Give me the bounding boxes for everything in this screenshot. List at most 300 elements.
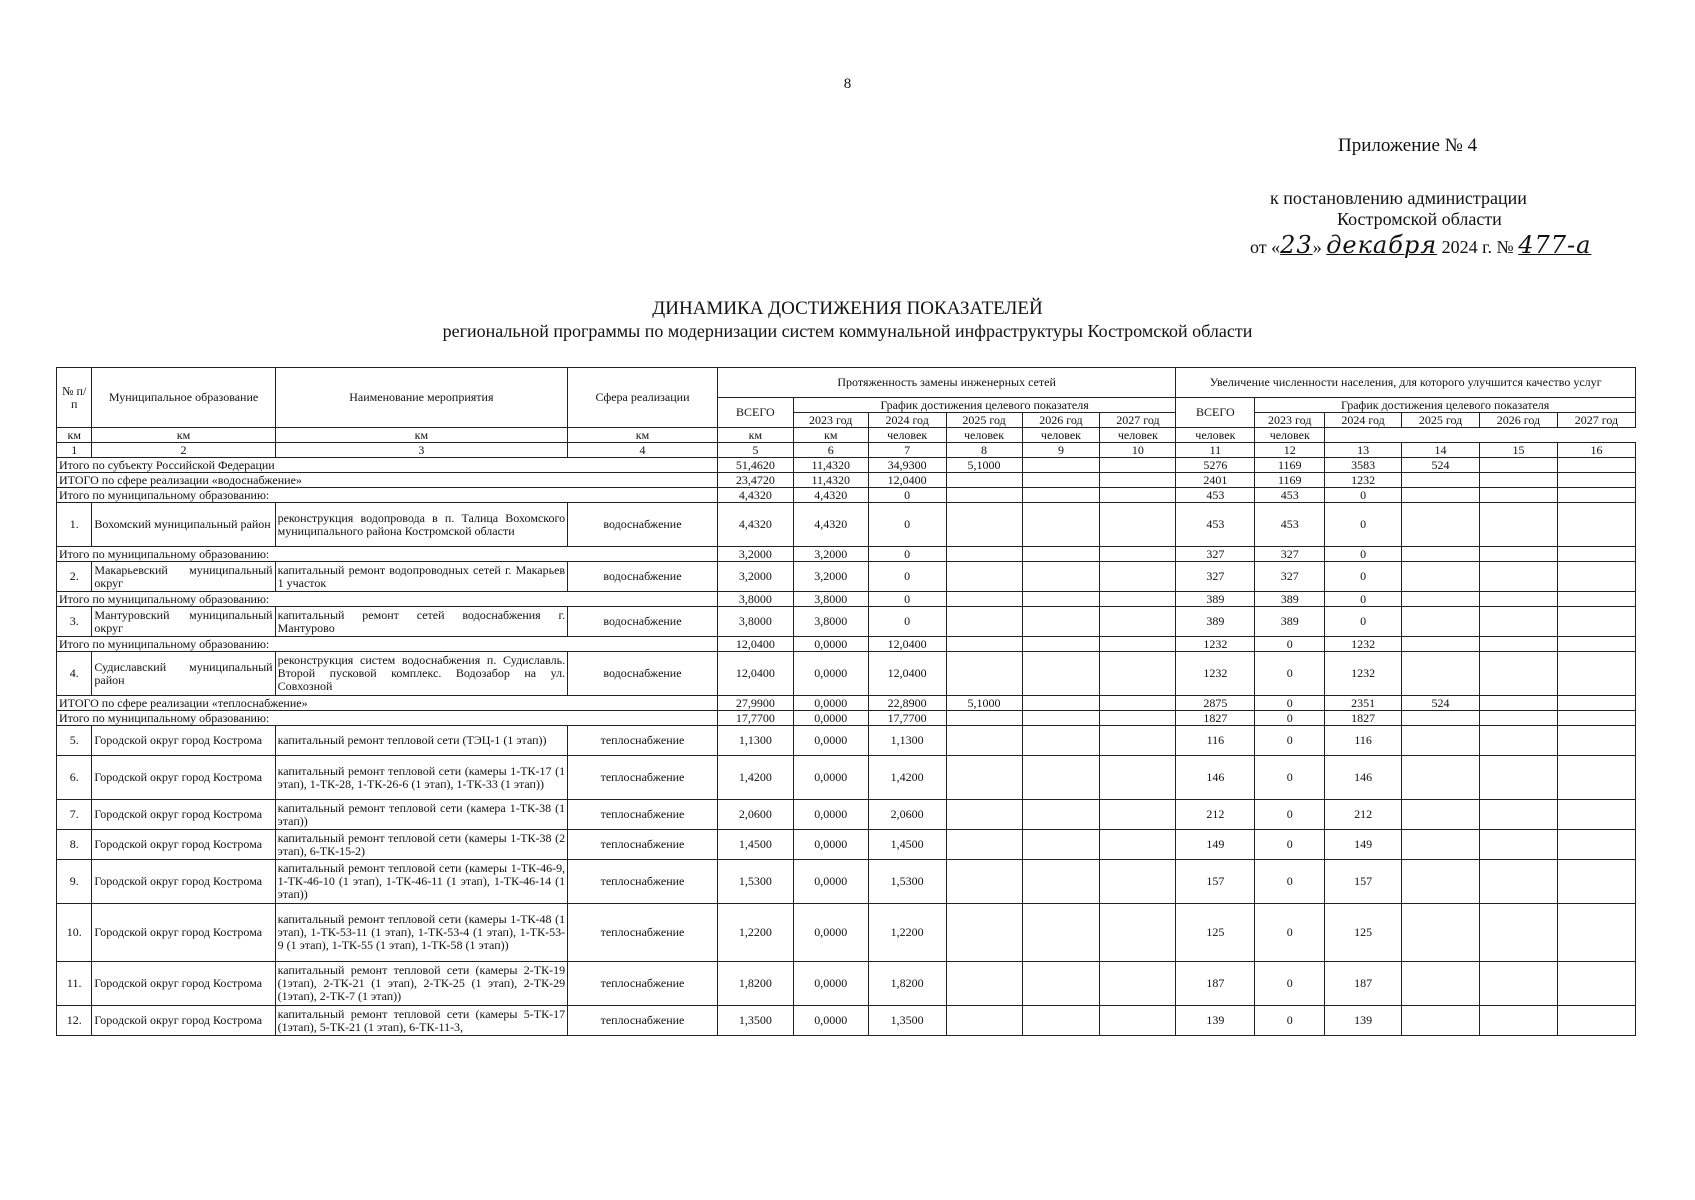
- row-municipality: Макарьевский муниципальный округ: [92, 562, 275, 592]
- row-value: 0: [868, 503, 946, 547]
- header-length-group: Протяженность замены инженерных сетей: [717, 368, 1176, 398]
- summary-value: [1402, 473, 1480, 488]
- row-value: [946, 860, 1022, 904]
- summary-label: Итого по субъекту Российской Федерации: [57, 458, 718, 473]
- row-value: [1402, 503, 1480, 547]
- municipality-total-label: Итого по муниципальному образованию:: [57, 711, 718, 726]
- summary-value: 22,8900: [868, 696, 946, 711]
- row-value: 3,2000: [717, 562, 793, 592]
- row-number: 9.: [57, 860, 92, 904]
- table-row: [57, 904, 1636, 962]
- header-year: 2025 год: [1402, 413, 1480, 428]
- row-value: [1557, 726, 1635, 756]
- row-value: [946, 726, 1022, 756]
- row-value: [1557, 904, 1635, 962]
- header-unit: человек: [1176, 428, 1255, 443]
- municipality-total-value: [1557, 488, 1635, 503]
- row-value: 327: [1176, 562, 1255, 592]
- row-value: [1100, 830, 1176, 860]
- summary-value: [1100, 473, 1176, 488]
- row-value: [1100, 503, 1176, 547]
- municipality-total-value: [1022, 637, 1100, 652]
- document-title: ДИНАМИКА ДОСТИЖЕНИЯ ПОКАЗАТЕЛЕЙ: [652, 298, 1043, 319]
- header-unit: человек: [1255, 428, 1325, 443]
- row-value: 2,0600: [717, 800, 793, 830]
- row-value: [1402, 800, 1480, 830]
- row-value: 125: [1325, 904, 1402, 962]
- summary-value: 0,0000: [793, 696, 868, 711]
- summary-value: 1169: [1255, 458, 1325, 473]
- row-municipality: Городской округ город Кострома: [92, 1006, 275, 1036]
- row-value: [1479, 726, 1557, 756]
- municipality-total-value: [1557, 711, 1635, 726]
- header-year: 2027 год: [1100, 413, 1176, 428]
- decree-date-mid: »: [1312, 237, 1322, 257]
- municipality-total-row: [57, 637, 1636, 652]
- summary-row-water: [57, 473, 1636, 488]
- row-measure: капитальный ремонт тепловой сети (ТЭЦ-1 (1 этап)): [275, 726, 567, 756]
- municipality-total-value: [1100, 488, 1176, 503]
- row-value: [1557, 860, 1635, 904]
- municipality-total-value: [1402, 637, 1480, 652]
- row-value: [1557, 830, 1635, 860]
- row-value: [1402, 562, 1480, 592]
- row-value: [946, 652, 1022, 696]
- row-value: [1022, 962, 1100, 1006]
- row-value: 1,8200: [868, 962, 946, 1006]
- row-value: 0,0000: [793, 756, 868, 800]
- table-row: [57, 962, 1636, 1006]
- municipality-total-value: 4,4320: [717, 488, 793, 503]
- header-unit: км: [793, 428, 868, 443]
- municipality-total-value: 389: [1255, 592, 1325, 607]
- summary-value: [1100, 696, 1176, 711]
- header-population-schedule: График достижения целевого показателя: [1255, 398, 1636, 413]
- header-year: 2024 год: [1325, 413, 1402, 428]
- decree-line-1: к постановлению администрации: [1270, 188, 1527, 208]
- row-value: 0: [1255, 726, 1325, 756]
- row-value: [1100, 1006, 1176, 1036]
- table-row: [57, 1006, 1636, 1036]
- municipality-total-row: [57, 547, 1636, 562]
- municipality-total-value: 3,8000: [717, 592, 793, 607]
- summary-value: 2875: [1176, 696, 1255, 711]
- row-municipality: Городской округ город Кострома: [92, 860, 275, 904]
- row-sphere: теплоснабжение: [568, 756, 718, 800]
- summary-value: 1169: [1255, 473, 1325, 488]
- row-value: [1100, 607, 1176, 637]
- summary-label: ИТОГО по сфере реализации «водоснабжение»: [57, 473, 718, 488]
- row-measure: реконструкция водопровода в п. Талица Вохомского муниципального района Костромской области: [275, 503, 567, 547]
- row-measure: реконструкция систем водоснабжения п. Судиславль. Второй пусковой комплекс. Водозабор на ул. Совхозной: [275, 652, 567, 696]
- row-sphere: теплоснабжение: [568, 1006, 718, 1036]
- row-measure: капитальный ремонт тепловой сети (камеры 1-ТК-48 (1 этап), 1-ТК-53-11 (1 этап), 1-ТК-53-4 (1 этап), 1-ТК-53-9 (1 этап), 1-ТК-55 (1 этап), 1-ТК-58 (1 этап)): [275, 904, 567, 962]
- row-value: 3,8000: [717, 607, 793, 637]
- header-column-number: 9: [1022, 443, 1100, 458]
- row-value: 0: [1255, 962, 1325, 1006]
- row-value: [1479, 962, 1557, 1006]
- header-column-number: 10: [1100, 443, 1176, 458]
- row-value: 212: [1325, 800, 1402, 830]
- municipality-total-row: [57, 592, 1636, 607]
- row-municipality: Судиславский муниципальный район: [92, 652, 275, 696]
- municipality-total-value: [1100, 547, 1176, 562]
- row-value: [1479, 503, 1557, 547]
- row-value: [1022, 800, 1100, 830]
- row-value: 1,4500: [868, 830, 946, 860]
- summary-row-heat: [57, 696, 1636, 711]
- row-measure: капитальный ремонт тепловой сети (камеры 1-ТК-17 (1 этап), 1-ТК-28, 1-ТК-26-6 (1 этап), 1-ТК-33 (1 этап)): [275, 756, 567, 800]
- header-unit: км: [568, 428, 718, 443]
- summary-label: ИТОГО по сфере реализации «теплоснабжение»: [57, 696, 718, 711]
- summary-value: 3583: [1325, 458, 1402, 473]
- row-value: [1402, 962, 1480, 1006]
- row-value: 1,3500: [717, 1006, 793, 1036]
- table-row: [57, 800, 1636, 830]
- row-value: 157: [1176, 860, 1255, 904]
- row-sphere: теплоснабжение: [568, 830, 718, 860]
- row-sphere: теплоснабжение: [568, 860, 718, 904]
- municipality-total-value: [1402, 547, 1480, 562]
- row-sphere: теплоснабжение: [568, 904, 718, 962]
- municipality-total-value: 3,2000: [793, 547, 868, 562]
- table-row: [57, 607, 1636, 637]
- municipality-total-value: [1479, 592, 1557, 607]
- row-value: 0,0000: [793, 652, 868, 696]
- row-value: 0: [1255, 1006, 1325, 1036]
- row-value: [1100, 904, 1176, 962]
- summary-value: 11,4320: [793, 458, 868, 473]
- row-municipality: Городской округ город Кострома: [92, 830, 275, 860]
- decree-line-2: Костромской области: [1337, 209, 1502, 229]
- row-value: 3,8000: [793, 607, 868, 637]
- header-unit: человек: [1022, 428, 1100, 443]
- row-measure: капитальный ремонт тепловой сети (камеры 5-ТК-17 (1этап), 5-ТК-21 (1 этап), 6-ТК-11-3,: [275, 1006, 567, 1036]
- row-sphere: теплоснабжение: [568, 726, 718, 756]
- row-value: [1557, 652, 1635, 696]
- municipality-total-value: 12,0400: [717, 637, 793, 652]
- decree-date-prefix: от «: [1250, 237, 1281, 257]
- header-column-number: 7: [868, 443, 946, 458]
- municipality-total-row: [57, 711, 1636, 726]
- municipality-total-value: [946, 592, 1022, 607]
- table-row: [57, 726, 1636, 756]
- row-number: 5.: [57, 726, 92, 756]
- municipality-total-value: [1557, 592, 1635, 607]
- municipality-total-value: [946, 547, 1022, 562]
- row-value: [946, 607, 1022, 637]
- header-column-number: 12: [1255, 443, 1325, 458]
- row-value: [946, 1006, 1022, 1036]
- row-value: 0: [1255, 860, 1325, 904]
- decree-month-handwritten: декабря: [1326, 231, 1438, 259]
- header-column-number: 15: [1479, 443, 1557, 458]
- table-row: [57, 652, 1636, 696]
- municipality-total-label: Итого по муниципальному образованию:: [57, 592, 718, 607]
- summary-value: 1232: [1325, 473, 1402, 488]
- municipality-total-value: 1827: [1176, 711, 1255, 726]
- summary-value: 2351: [1325, 696, 1402, 711]
- header-year: 2026 год: [1479, 413, 1557, 428]
- municipality-total-value: 3,8000: [793, 592, 868, 607]
- row-value: 0: [1255, 756, 1325, 800]
- row-value: [1557, 800, 1635, 830]
- header-column-number: 13: [1325, 443, 1402, 458]
- header-column-number: 2: [92, 443, 275, 458]
- row-value: 149: [1176, 830, 1255, 860]
- row-value: [1402, 1006, 1480, 1036]
- header-num: № п/п: [57, 368, 92, 428]
- row-value: 116: [1325, 726, 1402, 756]
- row-value: 3,2000: [793, 562, 868, 592]
- header-column-number: 8: [946, 443, 1022, 458]
- document-subtitle: региональной программы по модернизации систем коммунальной инфраструктуры Костромской области: [442, 321, 1253, 341]
- row-value: [1022, 860, 1100, 904]
- row-measure: капитальный ремонт тепловой сети (камера 1-ТК-38 (1 этап)): [275, 800, 567, 830]
- row-sphere: теплоснабжение: [568, 800, 718, 830]
- header-column-number: 14: [1402, 443, 1480, 458]
- row-value: 389: [1255, 607, 1325, 637]
- summary-value: [1022, 458, 1100, 473]
- page-number: 8: [843, 76, 852, 92]
- header-unit: км: [57, 428, 92, 443]
- municipality-total-value: 453: [1255, 488, 1325, 503]
- row-number: 11.: [57, 962, 92, 1006]
- row-value: [946, 962, 1022, 1006]
- row-value: [1402, 726, 1480, 756]
- row-value: 1,1300: [868, 726, 946, 756]
- row-value: [1479, 1006, 1557, 1036]
- summary-value: 27,9900: [717, 696, 793, 711]
- municipality-total-value: 0: [1325, 488, 1402, 503]
- header-unit: км: [92, 428, 275, 443]
- row-value: 453: [1176, 503, 1255, 547]
- row-number: 6.: [57, 756, 92, 800]
- row-value: 4,4320: [793, 503, 868, 547]
- row-value: 2,0600: [868, 800, 946, 830]
- municipality-total-value: [1557, 637, 1635, 652]
- summary-value: 524: [1402, 458, 1480, 473]
- row-measure: капитальный ремонт тепловой сети (камеры 2-ТК-19 (1этап), 2-ТК-21 (1 этап), 2-ТК-25 (1 этап), 2-ТК-29 (1этап), 2-ТК-7 (1 этап)): [275, 962, 567, 1006]
- row-value: 212: [1176, 800, 1255, 830]
- header-column-number: 11: [1176, 443, 1255, 458]
- row-number: 1.: [57, 503, 92, 547]
- municipality-total-value: [1022, 592, 1100, 607]
- table-row: [57, 860, 1636, 904]
- row-value: 146: [1325, 756, 1402, 800]
- summary-value: 12,0400: [868, 473, 946, 488]
- summary-value: 5,1000: [946, 458, 1022, 473]
- row-value: 389: [1176, 607, 1255, 637]
- row-value: [1100, 726, 1176, 756]
- row-value: 157: [1325, 860, 1402, 904]
- header-year: 2023 год: [1255, 413, 1325, 428]
- row-value: [1022, 830, 1100, 860]
- municipality-total-value: [1479, 547, 1557, 562]
- municipality-total-value: 1232: [1176, 637, 1255, 652]
- row-value: 1232: [1176, 652, 1255, 696]
- row-number: 2.: [57, 562, 92, 592]
- municipality-total-value: [946, 488, 1022, 503]
- row-value: 125: [1176, 904, 1255, 962]
- row-value: 1,2200: [868, 904, 946, 962]
- row-municipality: Городской округ город Кострома: [92, 726, 275, 756]
- row-value: 12,0400: [717, 652, 793, 696]
- header-municipality: Муниципальное образование: [92, 368, 275, 428]
- row-number: 7.: [57, 800, 92, 830]
- municipality-total-value: 12,0400: [868, 637, 946, 652]
- header-population-group: Увеличение численности населения, для которого улучшится качество услуг: [1176, 368, 1636, 398]
- municipality-total-value: 0: [1325, 547, 1402, 562]
- row-number: 4.: [57, 652, 92, 696]
- summary-value: [1557, 458, 1635, 473]
- header-unit: км: [275, 428, 567, 443]
- header-population-total: ВСЕГО: [1176, 398, 1255, 428]
- header-measure: Наименование мероприятия: [275, 368, 567, 428]
- decree-day-handwritten: 23: [1280, 231, 1313, 259]
- header-column-number: 3: [275, 443, 567, 458]
- municipality-total-value: [1100, 637, 1176, 652]
- row-value: [1100, 860, 1176, 904]
- summary-value: 11,4320: [793, 473, 868, 488]
- municipality-total-value: [1100, 711, 1176, 726]
- row-value: [1479, 756, 1557, 800]
- row-value: 116: [1176, 726, 1255, 756]
- indicators-table: [56, 367, 1636, 1036]
- municipality-total-value: [1022, 488, 1100, 503]
- row-sphere: водоснабжение: [568, 652, 718, 696]
- row-value: 1,4200: [868, 756, 946, 800]
- header-year: 2024 год: [868, 413, 946, 428]
- municipality-total-value: 453: [1176, 488, 1255, 503]
- row-value: [1100, 962, 1176, 1006]
- row-value: [1100, 562, 1176, 592]
- row-value: 12,0400: [868, 652, 946, 696]
- row-value: 1,5300: [868, 860, 946, 904]
- summary-value: [1557, 473, 1635, 488]
- row-municipality: Городской округ город Кострома: [92, 962, 275, 1006]
- row-value: [1557, 562, 1635, 592]
- row-value: [1100, 652, 1176, 696]
- municipality-total-value: [946, 637, 1022, 652]
- municipality-total-value: [1022, 547, 1100, 562]
- municipality-total-row: [57, 488, 1636, 503]
- municipality-total-label: Итого по муниципальному образованию:: [57, 547, 718, 562]
- header-column-number: 5: [717, 443, 793, 458]
- row-number: 12.: [57, 1006, 92, 1036]
- municipality-total-value: 327: [1176, 547, 1255, 562]
- header-unit: человек: [946, 428, 1022, 443]
- municipality-total-value: [1402, 711, 1480, 726]
- header-unit: человек: [1100, 428, 1176, 443]
- row-value: [1557, 503, 1635, 547]
- row-value: 139: [1325, 1006, 1402, 1036]
- row-value: 4,4320: [717, 503, 793, 547]
- summary-value: [1479, 458, 1557, 473]
- row-value: [1402, 860, 1480, 904]
- row-value: 1,1300: [717, 726, 793, 756]
- municipality-total-value: [1402, 488, 1480, 503]
- row-sphere: водоснабжение: [568, 562, 718, 592]
- summary-value: 23,4720: [717, 473, 793, 488]
- summary-value: 34,9300: [868, 458, 946, 473]
- municipality-total-value: 0: [868, 488, 946, 503]
- row-measure: капитальный ремонт тепловой сети (камеры 1-ТК-46-9, 1-ТК-46-10 (1 этап), 1-ТК-46-11 (1 этап), 1-ТК-46-14 (1 этап)): [275, 860, 567, 904]
- municipality-total-value: 17,7700: [717, 711, 793, 726]
- municipality-total-value: 0,0000: [793, 711, 868, 726]
- row-municipality: Городской округ город Кострома: [92, 904, 275, 962]
- row-value: 327: [1255, 562, 1325, 592]
- table-row: [57, 503, 1636, 547]
- row-value: [1479, 800, 1557, 830]
- header-length-schedule: График достижения целевого показателя: [793, 398, 1176, 413]
- row-value: 0,0000: [793, 962, 868, 1006]
- row-value: 0: [1325, 562, 1402, 592]
- municipality-total-label: Итого по муниципальному образованию:: [57, 637, 718, 652]
- row-value: [946, 503, 1022, 547]
- row-value: [1022, 904, 1100, 962]
- row-number: 10.: [57, 904, 92, 962]
- row-value: [1557, 962, 1635, 1006]
- row-value: 1,5300: [717, 860, 793, 904]
- row-value: 1,8200: [717, 962, 793, 1006]
- row-value: 0: [1255, 830, 1325, 860]
- row-value: 0,0000: [793, 904, 868, 962]
- row-value: [946, 800, 1022, 830]
- row-value: 187: [1325, 962, 1402, 1006]
- row-value: [946, 904, 1022, 962]
- row-value: 0: [1255, 652, 1325, 696]
- municipality-total-value: 0,0000: [793, 637, 868, 652]
- row-value: [1022, 562, 1100, 592]
- row-value: [1022, 726, 1100, 756]
- municipality-total-value: [1479, 488, 1557, 503]
- row-value: 1,2200: [717, 904, 793, 962]
- summary-value: [1557, 696, 1635, 711]
- summary-value: 2401: [1176, 473, 1255, 488]
- row-value: 0: [868, 607, 946, 637]
- row-value: [1557, 607, 1635, 637]
- municipality-total-value: 1827: [1325, 711, 1402, 726]
- row-value: [1402, 904, 1480, 962]
- municipality-total-value: [1402, 592, 1480, 607]
- row-value: 0,0000: [793, 800, 868, 830]
- row-value: 146: [1176, 756, 1255, 800]
- appendix-title: Приложение № 4: [1338, 135, 1478, 156]
- header-column-number: 1: [57, 443, 92, 458]
- summary-value: [1022, 696, 1100, 711]
- summary-value: 51,4620: [717, 458, 793, 473]
- row-value: 0: [1325, 607, 1402, 637]
- row-value: 139: [1176, 1006, 1255, 1036]
- row-value: 0: [1325, 503, 1402, 547]
- row-value: [1022, 607, 1100, 637]
- summary-value: 5,1000: [946, 696, 1022, 711]
- row-value: 187: [1176, 962, 1255, 1006]
- municipality-total-value: 3,2000: [717, 547, 793, 562]
- row-number: 8.: [57, 830, 92, 860]
- row-value: 0: [868, 562, 946, 592]
- municipality-total-value: 4,4320: [793, 488, 868, 503]
- row-value: 0,0000: [793, 830, 868, 860]
- header-year: 2025 год: [946, 413, 1022, 428]
- municipality-total-value: 0: [1325, 592, 1402, 607]
- municipality-total-value: [1479, 711, 1557, 726]
- municipality-total-value: 0: [1255, 637, 1325, 652]
- row-value: 0,0000: [793, 1006, 868, 1036]
- header-column-number: 6: [793, 443, 868, 458]
- row-value: [1402, 607, 1480, 637]
